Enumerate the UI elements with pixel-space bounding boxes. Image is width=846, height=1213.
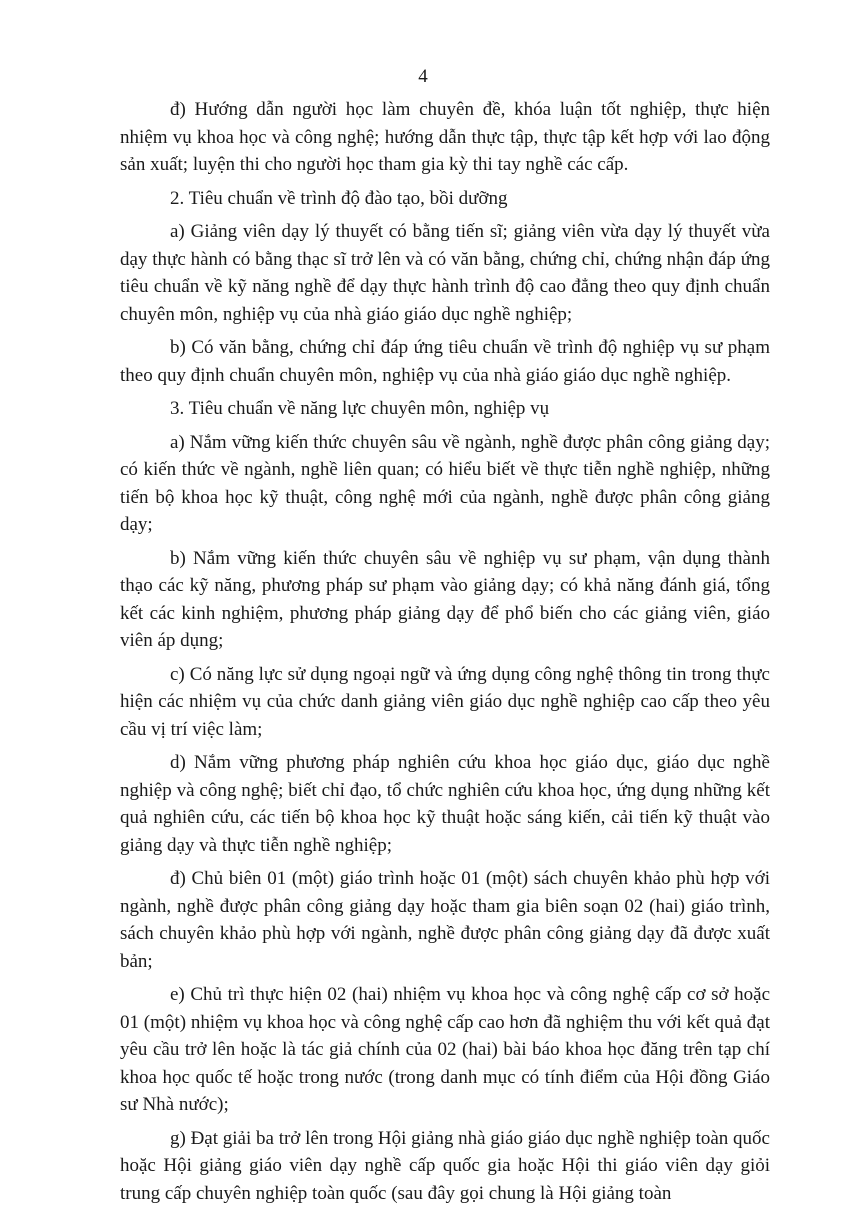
paragraph-2a: a) Giảng viên dạy lý thuyết có bằng tiến sĩ; giảng viên vừa dạy lý thuyết vừa dạy thực hành có bằng thạc sĩ trở lên và có văn bằng, chứng chỉ, chứng nhận đáp ứng tiêu chuẩn về kỹ năng nghề để dạy thực hành trình độ cao đẳng theo quy định chuẩn chuyên môn, nghiệp vụ của nhà giáo giáo dục nghề nghiệp;: [120, 221, 770, 325]
paragraph-2b: b) Có văn bằng, chứng chỉ đáp ứng tiêu chuẩn về trình độ nghiệp vụ sư phạm theo quy định chuẩn chuyên môn, nghiệp vụ của nhà giáo giáo dục nghề nghiệp.: [120, 337, 770, 386]
paragraph-3c: c) Có năng lực sử dụng ngoại ngữ và ứng dụng công nghệ thông tin trong thực hiện các nhiệm vụ của chức danh giảng viên giáo dục nghề nghiệp cao cấp theo yêu cầu vị trí việc làm;: [120, 663, 770, 740]
document-body: [120, 96, 770, 1213]
paragraph-3e: e) Chủ trì thực hiện 02 (hai) nhiệm vụ khoa học và công nghệ cấp cơ sở hoặc 01 (một) nhiệm vụ khoa học và công nghệ cấp cao hơn đã nghiệm thu với kết quả đạt yêu cầu trở lên hoặc là tác giả chính của 02 (hai) bài báo khoa học đăng trên tạp chí khoa học quốc tế hoặc trong nước (trong danh mục có tính điểm của Hội đồng Giáo sư Nhà nước);: [120, 984, 770, 1115]
paragraph-3d: d) Nắm vững phương pháp nghiên cứu khoa học giáo dục, giáo dục nghề nghiệp và công nghệ; biết chỉ đạo, tổ chức nghiên cứu khoa học, ứng dụng những kết quả nghiên cứu, các tiến bộ khoa học kỹ thuật hoặc sáng kiến, cải tiến kỹ thuật vào giảng dạy và thực tiễn nghề nghiệp;: [120, 752, 770, 856]
paragraph-3a: a) Nắm vững kiến thức chuyên sâu về ngành, nghề được phân công giảng dạy; có kiến thức về ngành, nghề liên quan; có hiểu biết về thực tiễn nghề nghiệp, những tiến bộ khoa học kỹ thuật, công nghệ mới của ngành, nghề được phân công giảng dạy;: [120, 431, 770, 535]
section-3-heading: 3. Tiêu chuẩn về năng lực chuyên môn, nghiệp vụ: [170, 398, 550, 419]
paragraph-3dd: đ) Chủ biên 01 (một) giáo trình hoặc 01 (một) sách chuyên khảo phù hợp với ngành, nghề được phân công giảng dạy hoặc tham gia biên soạn 02 (hai) giáo trình, sách chuyên khảo phù hợp với ngành, nghề được phân công giảng dạy đã được xuất bản;: [120, 868, 770, 972]
section-2-heading: 2. Tiêu chuẩn về trình độ đào tạo, bồi dưỡng: [170, 187, 508, 209]
page-number: 4: [418, 66, 428, 87]
paragraph-d-huong-dan: đ) Hướng dẫn người học làm chuyên đề, khóa luận tốt nghiệp, thực hiện nhiệm vụ khoa học và công nghệ; hướng dẫn thực tập, thực tập kết hợp với lao động sản xuất; luyện thi cho người học tham gia kỳ thi tay nghề các cấp.: [120, 99, 770, 175]
paragraph-3g: g) Đạt giải ba trở lên trong Hội giảng nhà giáo giáo dục nghề nghiệp toàn quốc hoặc Hội giảng giáo viên dạy nghề cấp quốc gia hoặc Hội thi giáo viên dạy giỏi trung cấp chuyên nghiệp toàn quốc (sau đây gọi chung là Hội giảng toàn: [120, 1127, 770, 1204]
paragraph-3b: b) Nắm vững kiến thức chuyên sâu về nghiệp vụ sư phạm, vận dụng thành thạo các kỹ năng, phương pháp sư phạm vào giảng dạy; có khả năng đánh giá, tổng kết các kinh nghiệm, phương pháp giảng dạy để phổ biến cho các giảng viên, giáo viên áp dụng;: [120, 547, 770, 651]
